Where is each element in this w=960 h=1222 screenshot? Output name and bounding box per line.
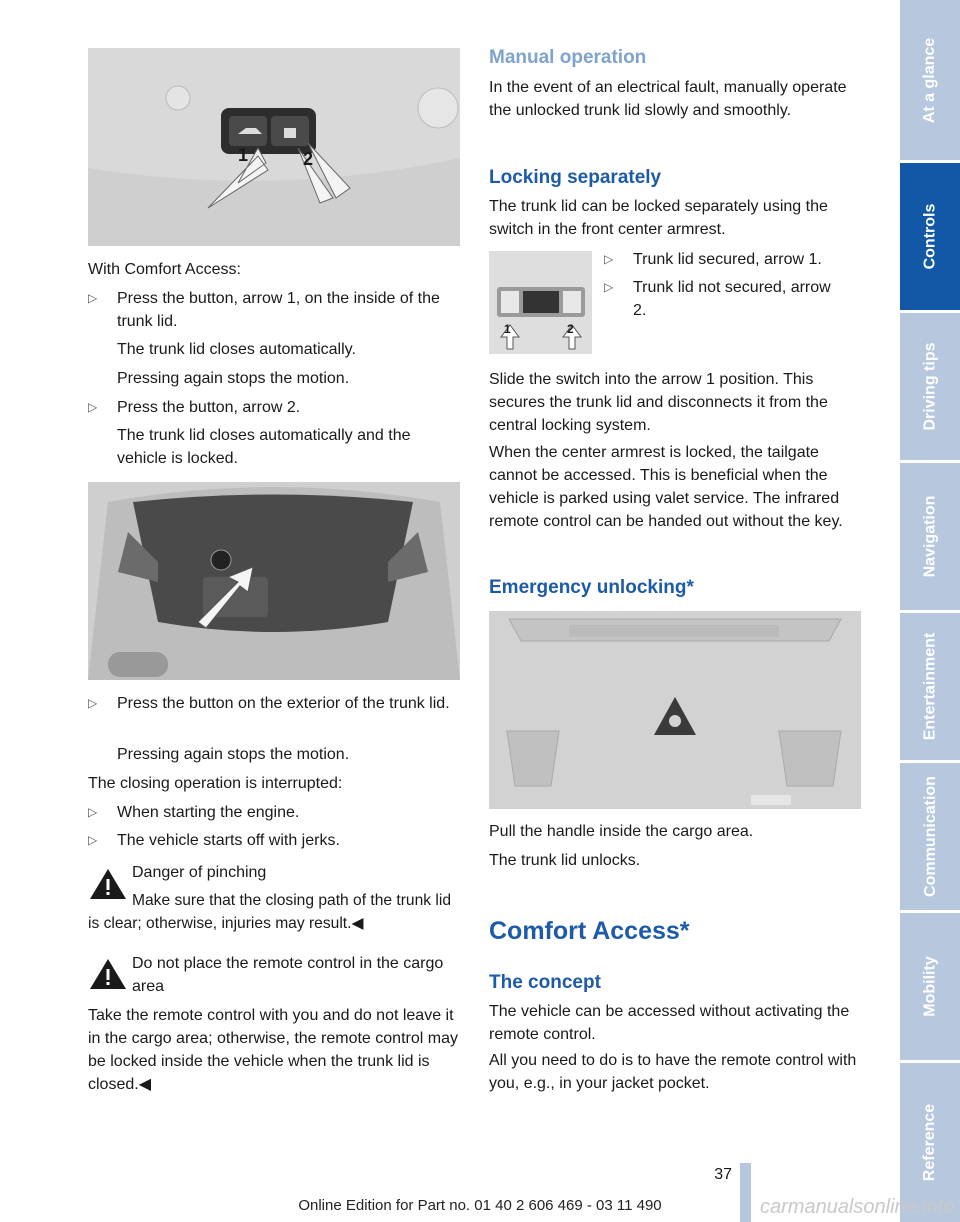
fig1-label-2: 2 (303, 149, 314, 169)
switch-label-2: 2 (567, 322, 574, 336)
sub-closes-locked: The trunk lid closes automatically and the vehicle is locked. (117, 427, 411, 467)
sub-exterior-stops: Pressing again stops the motion. (117, 746, 350, 763)
manual-operation-heading: Manual operation (489, 47, 647, 68)
tab-reference[interactable]: Reference (900, 1063, 960, 1222)
warning1-body: Make sure that the closing path of the trunk lid is clear; otherwise, injuries may result.◀ (88, 892, 451, 932)
emergency-unlocking-heading: Emergency unlocking* (489, 577, 694, 598)
concept-body-2: All you need to do is to have the remote control with you, e.g., in your jacket pocket. (489, 1052, 857, 1092)
manual-operation-body: In the event of an electrical fault, manually operate the unlocked trunk lid slowly and smoothly. (489, 79, 847, 119)
footer-edition: Online Edition for Part no. 01 40 2 606 469 - 03 11 490 (298, 1197, 662, 1214)
tab-driving-tips[interactable]: Driving tips (900, 313, 960, 460)
tab-communication[interactable]: Communication (900, 763, 960, 910)
bullet-triangle-icon: ▷ (88, 291, 98, 305)
locking-separately-heading: Locking separately (489, 167, 662, 188)
trunk-inside-buttons-figure (88, 48, 460, 246)
emergency-handle-figure (489, 611, 861, 809)
warning2-title: Do not place the remote control in the cargo area (132, 955, 444, 995)
sub-closes-auto: The trunk lid closes automatically. (117, 341, 356, 358)
bullet-triangle-icon: ▷ (88, 400, 98, 414)
warning2-body: Take the remote control with you and do not leave it in the cargo area; otherwise, the remote control may be locked inside the vehicle when the trunk lid is closed.◀ (88, 1007, 458, 1093)
trunk-exterior-figure (88, 482, 460, 680)
bullet-triangle-icon: ▷ (88, 696, 98, 710)
sub-stops-motion: Pressing again stops the motion. (117, 370, 350, 387)
bullet-triangle-icon: ▷ (88, 833, 98, 847)
pull-handle-body: Pull the handle inside the cargo area. (489, 823, 754, 840)
tab-controls[interactable]: Controls (900, 163, 960, 310)
comfort-access-intro: With Comfort Access: (88, 261, 241, 278)
bullet-triangle-icon: ▷ (604, 280, 614, 294)
tab-mobility[interactable]: Mobility (900, 913, 960, 1060)
switch-label-1: 1 (504, 322, 511, 336)
the-concept-heading: The concept (489, 972, 601, 993)
armrest-locked-body: When the center armrest is locked, the tailgate cannot be accessed. This is beneficial when the vehicle is parked using valet service. The infrared remote control can be handed out without the key. (489, 444, 843, 530)
tab-navigation[interactable]: Navigation (900, 463, 960, 610)
watermark: carmanualsonline.info (760, 1196, 955, 1218)
bullet-triangle-icon: ▷ (604, 252, 614, 266)
page-number-bar (740, 1163, 751, 1222)
locking-separately-body: The trunk lid can be locked separately using the switch in the front center armrest. (489, 198, 828, 238)
page-number: 37 (714, 1166, 732, 1183)
warning-icon (88, 956, 128, 992)
fig1-label-1: 1 (238, 145, 249, 165)
tab-at-a-glance[interactable]: At a glance (900, 0, 960, 160)
warning1-title: Danger of pinching (132, 864, 267, 881)
armrest-switch-figure (489, 251, 592, 354)
trunk-unlocks-body: The trunk lid unlocks. (489, 852, 641, 869)
interrupted-intro: The closing operation is interrupted: (88, 775, 343, 792)
comfort-access-heading: Comfort Access* (489, 917, 690, 945)
slide-switch-body: Slide the switch into the arrow 1 position. This secures the trunk lid and disconnects it from the central locking system. (489, 371, 828, 434)
concept-body-1: The vehicle can be accessed without activating the remote control. (489, 1003, 850, 1043)
tab-entertainment[interactable]: Entertainment (900, 613, 960, 760)
bullet-triangle-icon: ▷ (88, 805, 98, 819)
